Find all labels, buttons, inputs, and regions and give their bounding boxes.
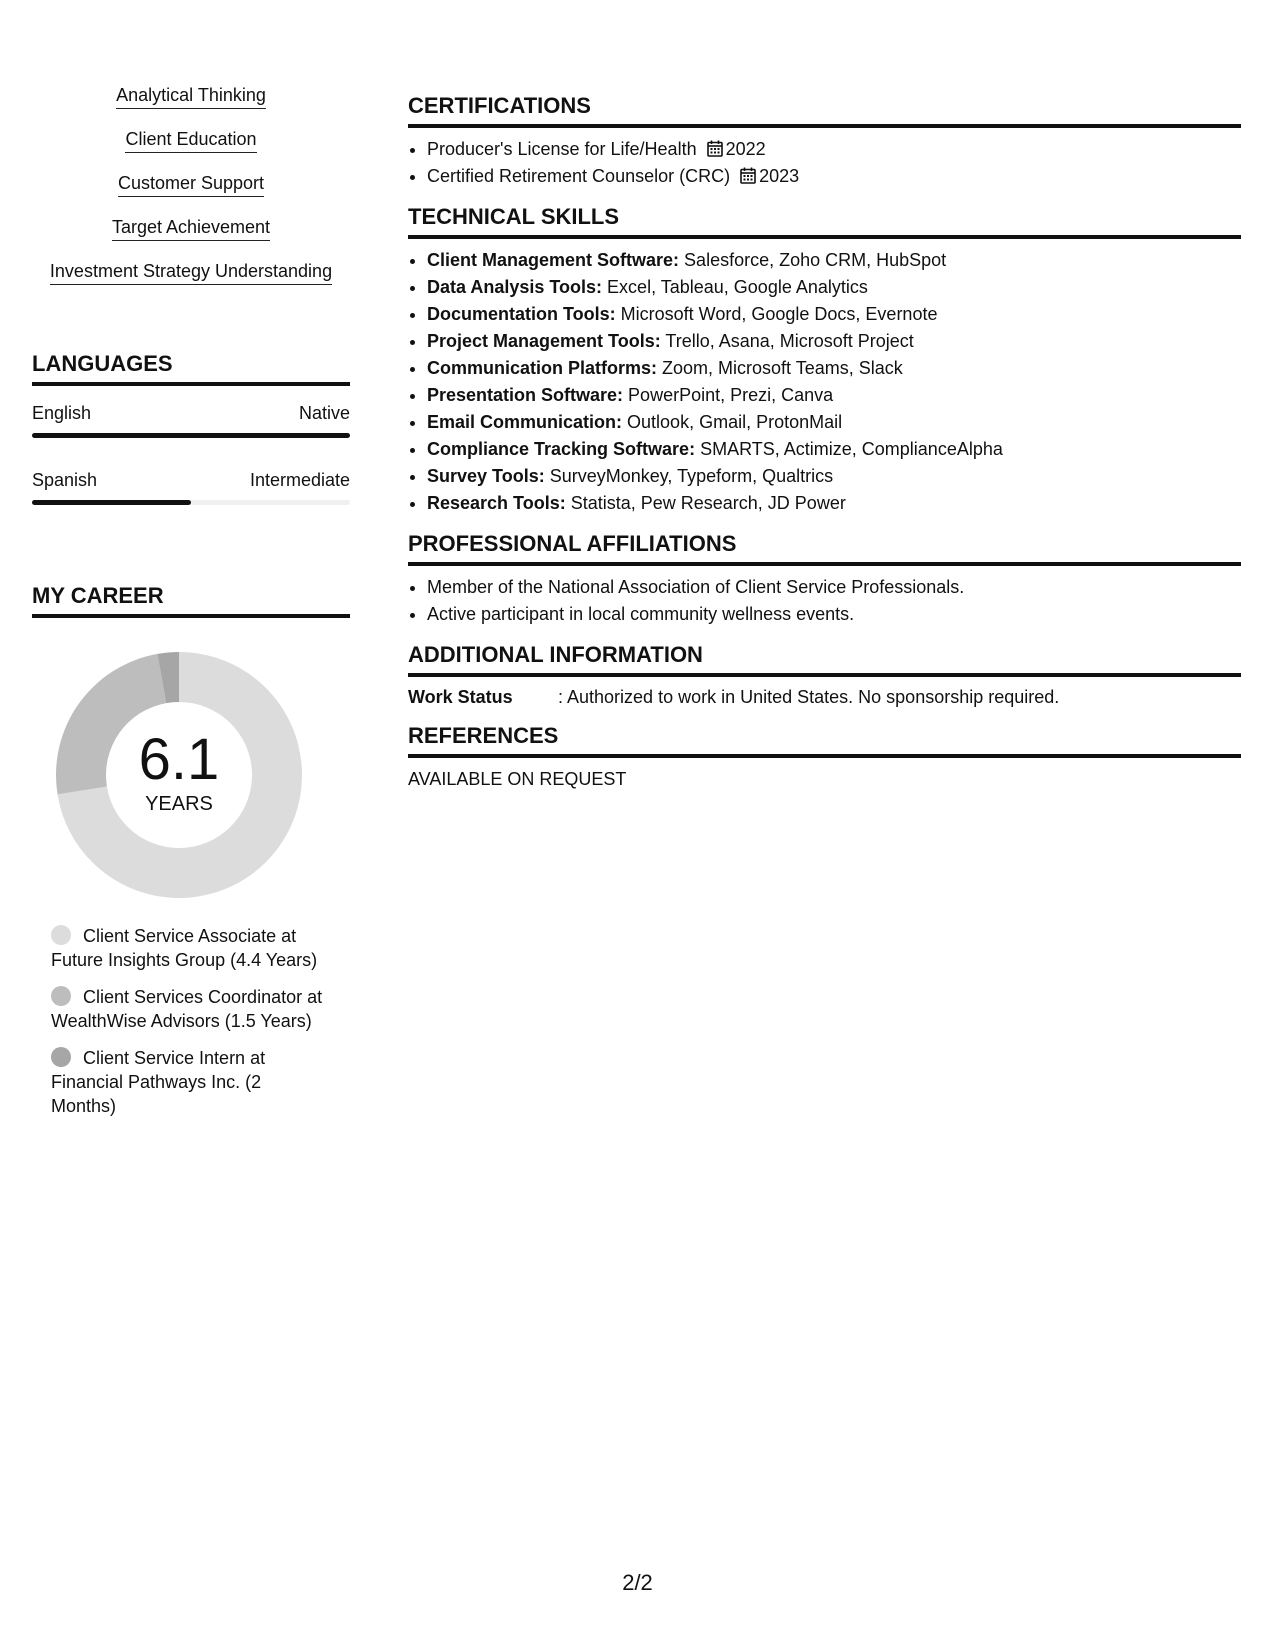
- certification-name: Certified Retirement Counselor (CRC): [427, 166, 731, 186]
- skill-tools: Salesforce, Zoho CRM, HubSpot: [679, 250, 947, 270]
- certifications-list: [408, 136, 1241, 190]
- skill-tag: Target Achievement: [112, 216, 270, 241]
- technical-skills-list: [408, 247, 1241, 517]
- career-entry-label: Client Service Intern at Financial Pathways Inc. (2 Months): [51, 1048, 266, 1116]
- legend-dot: [51, 1047, 71, 1067]
- career-legend-item: [51, 1046, 331, 1118]
- languages-heading: LANGUAGES: [32, 351, 350, 386]
- legend-dot: [51, 986, 71, 1006]
- technical-skill-item: [427, 490, 1241, 517]
- career-entry-label: Client Service Associate at Future Insights Group (4.4 Years): [51, 926, 318, 970]
- skill-category: Communication Platforms:: [427, 358, 658, 378]
- additional-info-heading: ADDITIONAL INFORMATION: [408, 642, 1241, 677]
- skill-tools: Microsoft Word, Google Docs, Evernote: [615, 304, 938, 324]
- language-bar-fill: [32, 433, 350, 438]
- references-text: AVAILABLE ON REQUEST: [408, 769, 627, 789]
- work-status-value: : Authorized to work in United States. No sponsorship required.: [558, 687, 1060, 707]
- career-total-years: 6.1: [138, 727, 220, 792]
- skill-tag: Client Education: [125, 128, 256, 153]
- skill-tools: Excel, Tableau, Google Analytics: [602, 277, 868, 297]
- career-legend: [51, 924, 331, 1118]
- skill-tools: PowerPoint, Prezi, Canva: [623, 385, 834, 405]
- languages-section: [32, 351, 350, 505]
- skill-category: Client Management Software:: [427, 250, 680, 270]
- career-legend-item: [51, 924, 331, 972]
- career-total-unit: YEARS: [145, 793, 213, 815]
- left-column: [32, 84, 350, 1131]
- language-row-spanish: [32, 469, 350, 505]
- skill-tools: Statista, Pew Research, JD Power: [565, 493, 846, 513]
- technical-skills-heading: TECHNICAL SKILLS: [408, 204, 1241, 239]
- affiliation-item: • Member of the National Association of Client Service Professionals.: [427, 574, 1241, 601]
- career-donut-chart: [56, 652, 302, 898]
- language-bar-fill: [32, 500, 191, 505]
- references-heading: REFERENCES: [408, 723, 1241, 758]
- language-bar: [32, 433, 350, 438]
- language-bar: [32, 500, 350, 505]
- career-entry-label: Client Services Coordinator at WealthWise Advisors (1.5 Years): [51, 987, 323, 1031]
- affiliations-section: [408, 531, 1241, 628]
- skill-tag: Customer Support: [118, 172, 264, 197]
- right-column: [408, 93, 1241, 806]
- affiliations-list: [408, 574, 1241, 628]
- skills-list: [32, 84, 350, 304]
- technical-skill-item: [427, 463, 1241, 490]
- language-level: Native: [298, 403, 350, 423]
- technical-skills-section: [408, 204, 1241, 517]
- references-section: [408, 723, 1241, 792]
- skill-tools: SurveyMonkey, Typeform, Qualtrics: [544, 466, 834, 486]
- skill-category: Data Analysis Tools:: [427, 277, 603, 297]
- certification-year: 2022: [725, 139, 766, 159]
- skill-category: Survey Tools:: [427, 466, 545, 486]
- language-name: Spanish: [32, 470, 98, 490]
- certifications-section: [408, 93, 1241, 190]
- calendar-icon: [707, 140, 723, 157]
- skill-category: Presentation Software:: [427, 385, 624, 405]
- affiliation-item: • Active participant in local community wellness events.: [427, 601, 1241, 628]
- language-row-english: [32, 402, 350, 438]
- career-section: [32, 583, 350, 1118]
- legend-dot: [51, 925, 71, 945]
- certifications-heading: CERTIFICATIONS: [408, 93, 1241, 128]
- technical-skill-item: [427, 301, 1241, 328]
- skill-tools: Outlook, Gmail, ProtonMail: [622, 412, 843, 432]
- skill-tag: Analytical Thinking: [116, 84, 266, 109]
- technical-skill-item: [427, 355, 1241, 382]
- technical-skill-item: [427, 436, 1241, 463]
- calendar-icon: [740, 167, 756, 184]
- skill-tools: SMARTS, Actimize, ComplianceAlpha: [695, 439, 1003, 459]
- skill-category: Email Communication:: [427, 412, 623, 432]
- skill-tag: Investment Strategy Understanding: [50, 260, 332, 285]
- certification-year: 2023: [759, 166, 800, 186]
- skill-category: Compliance Tracking Software:: [427, 439, 696, 459]
- language-level: Intermediate: [249, 470, 350, 490]
- skill-tools: Trello, Asana, Microsoft Project: [660, 331, 914, 351]
- certification-item: [427, 136, 1241, 163]
- additional-info-section: [408, 642, 1241, 709]
- technical-skill-item: [427, 409, 1241, 436]
- career-legend-item: [51, 985, 331, 1033]
- certification-name: Producer's License for Life/Health: [427, 139, 697, 159]
- certification-item: [427, 163, 1241, 190]
- technical-skill-item: [427, 274, 1241, 301]
- skill-category: Documentation Tools:: [427, 304, 616, 324]
- technical-skill-item: [427, 382, 1241, 409]
- technical-skill-item: [427, 247, 1241, 274]
- skill-category: Research Tools:: [427, 493, 566, 513]
- career-heading: MY CAREER: [32, 583, 350, 618]
- work-status-label: Work Status: [408, 687, 513, 707]
- skill-tools: Zoom, Microsoft Teams, Slack: [657, 358, 903, 378]
- work-status-row: [408, 685, 1241, 709]
- page-number: 2/2: [622, 1570, 653, 1595]
- affiliations-heading: PROFESSIONAL AFFILIATIONS: [408, 531, 1241, 566]
- language-name: English: [32, 403, 92, 423]
- skill-category: Project Management Tools:: [427, 331, 661, 351]
- technical-skill-item: [427, 328, 1241, 355]
